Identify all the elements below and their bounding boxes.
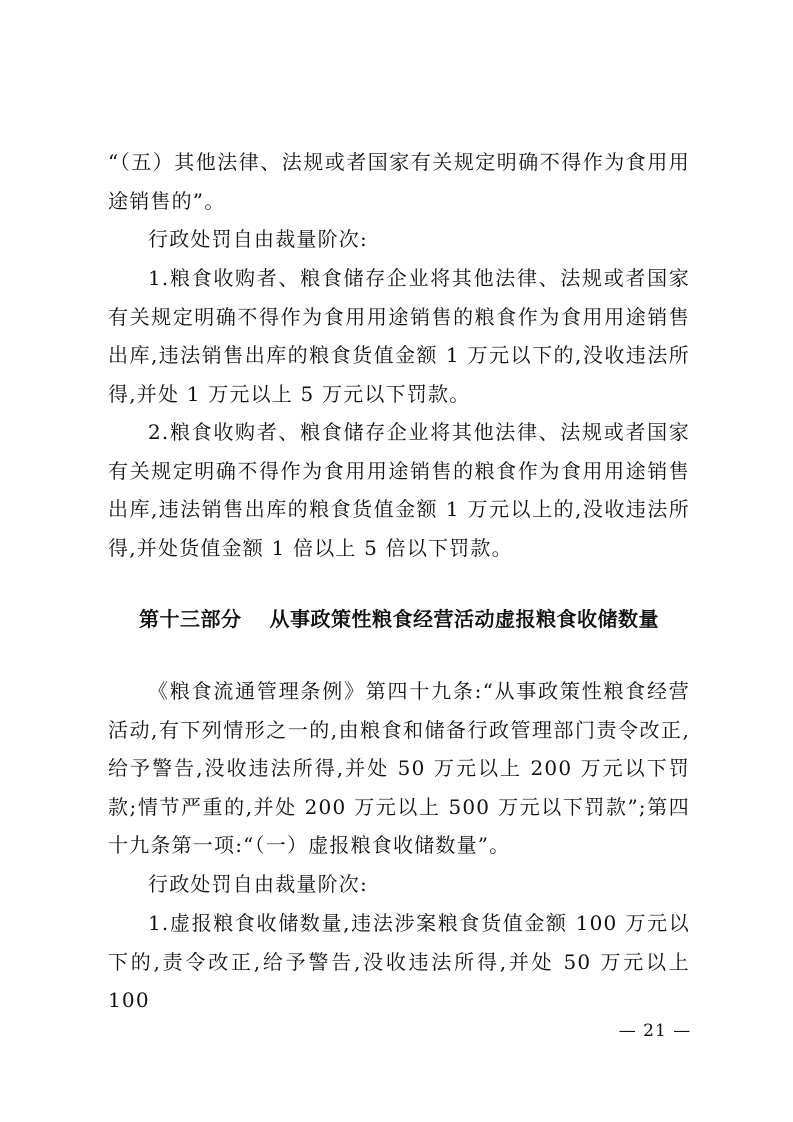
section-heading <box>108 604 690 634</box>
page-number: — 21 — <box>618 1021 692 1041</box>
discretion-label-1: 行政处罚自由裁量阶次: <box>148 227 368 251</box>
regulation-article-49: 《粮食流通管理条例》第四十九条:“从事政策性粮食经营活动,有下列情形之一的,由粮食和储备行政管理部门责令改正,给予警告,没收违法所得,并处 50 万元以上 200 万元以下罚款;情节严重的,并处 200 万元以上 500 万元以下罚款”;第四十九条第一项:“（一）虚报粮食收储数量”。 <box>108 679 690 858</box>
penalty-level-2: 2.粮食收购者、粮食储存企业将其他法律、法规或者国家有关规定明确不得作为食用用途销售的粮食作为食用用途销售出库,违法销售出库的粮食货值金额 1 万元以上的,没收违法所得,并处货值金额 1 倍以上 5 倍以下罚款。 <box>108 420 690 560</box>
penalty-level-1-false-report: 1.虚报粮食收储数量,违法涉案粮食货值金额 100 万元以下的,责令改正,给予警告,没收违法所得,并处 50 万元以上 100 <box>108 911 690 1013</box>
penalty-level-1: 1.粮食收购者、粮食储存企业将其他法律、法规或者国家有关规定明确不得作为食用用途销售的粮食作为食用用途销售出库,违法销售出库的粮食货值金额 1 万元以下的,没收违法所得,并处 1 万元以上 5 万元以下罚款。 <box>108 266 690 406</box>
section-number: 第十三部分 <box>139 607 242 631</box>
discretion-label-2: 行政处罚自由裁量阶次: <box>148 872 368 896</box>
paragraph-item-five: “（五）其他法律、法规或者国家有关规定明确不得作为食用用途销售的”。 <box>108 150 690 213</box>
section-title: 从事政策性粮食经营活动虚报粮食收储数量 <box>269 607 659 631</box>
